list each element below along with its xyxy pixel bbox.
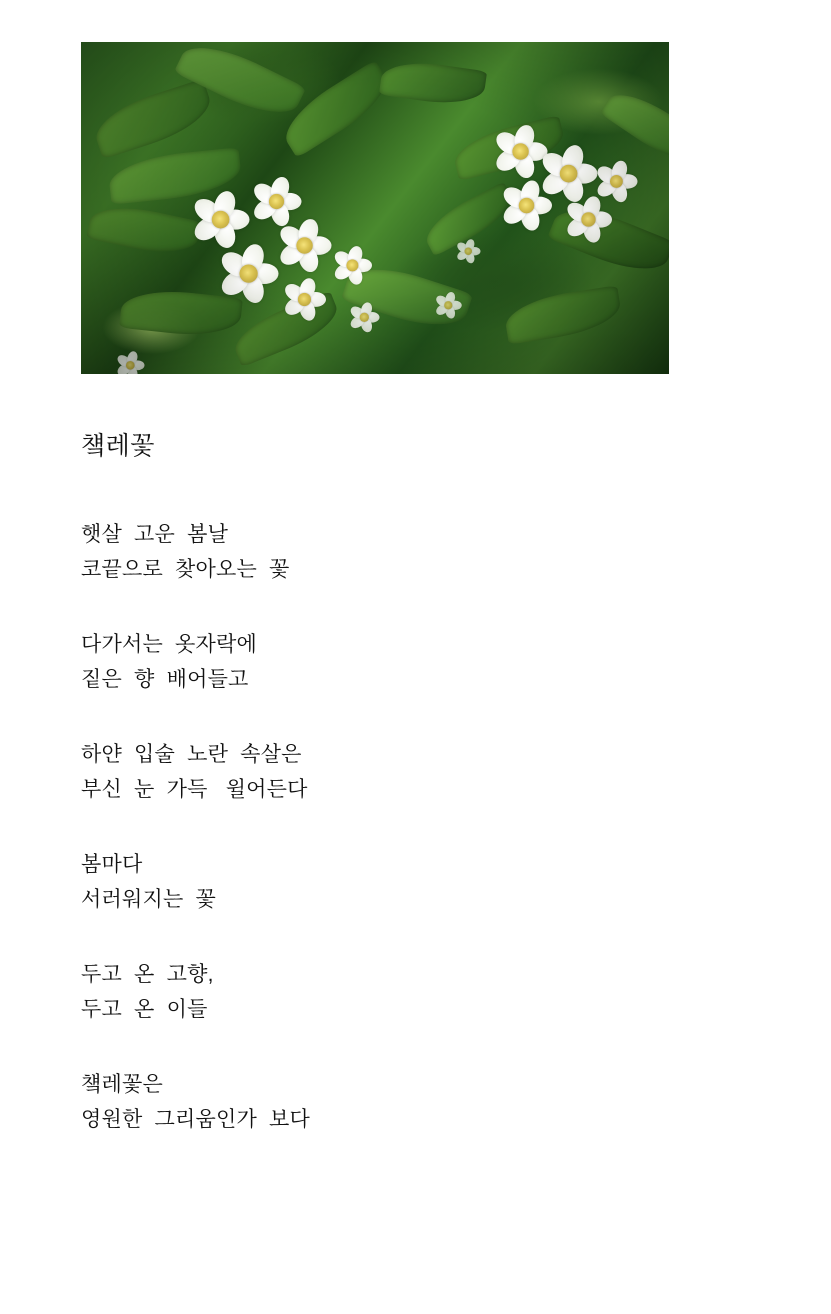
poem-line: 봄마다 [81,852,143,876]
photo-foliage-background [81,42,669,374]
poem-line: 다가서는 옷자락에 [81,632,257,656]
leaf-shape [379,57,487,109]
poem-line: 햇살 고운 봄날 [81,522,229,546]
poem-stanza [81,517,721,587]
leaf-shape [86,199,202,261]
flower-blossom [330,243,373,286]
leaf-shape [89,79,217,160]
poem-line: 두고 온 고향, [81,962,214,986]
poem-stanza [81,847,721,917]
poem-line: 짙은 향 배어들고 [81,667,249,691]
flower-blossom [280,275,328,323]
poem-photo [81,42,669,374]
poem-stanza [81,737,721,807]
leaf-shape [502,285,623,345]
flower-blossom [593,158,639,204]
poem-line: 하얀 입술 노란 속살은 [81,742,302,766]
poem-line: 부신 눈 가득 윌어든다 [81,777,308,801]
poem-line: 영원한 그리움인가 보다 [81,1107,310,1131]
poem-line: 코끝으로 찾아오는 꽃 [81,557,290,581]
flower-blossom [498,177,554,233]
flower-blossom [114,349,145,374]
poem-line: 서러워지는 꽃 [81,887,216,911]
flower-blossom [215,240,281,306]
flower-blossom [455,238,482,265]
poem-line: 첔레꽃은 [81,1072,163,1096]
poem-stanza [81,627,721,697]
poem-title: 첔레꽃 [81,432,155,460]
poem-body [81,430,721,1137]
flower-blossom [274,215,333,274]
poem-line: 두고 온 이들 [81,997,208,1021]
flower-blossom [347,300,380,333]
poem-stanza [81,1067,721,1137]
poem-stanza [81,957,721,1027]
flower-blossom [433,290,463,320]
